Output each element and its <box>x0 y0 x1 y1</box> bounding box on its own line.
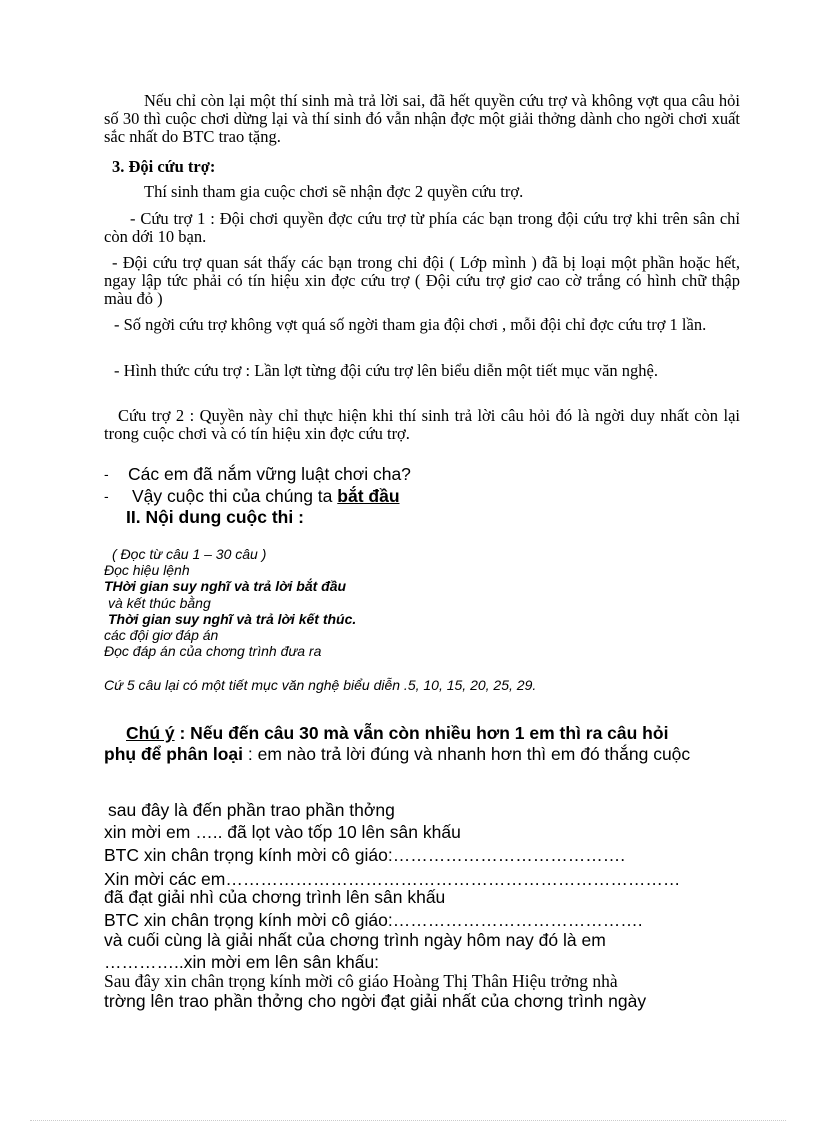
instruction-raise-answer: các đội giơ đáp án <box>104 627 219 643</box>
bullet-question: Các em đã nắm vững luật chơi cha? <box>128 464 411 484</box>
closing-line-1: Sau đây xin chân trọng kính mời cô giáo Hoàng Thị Thân Hiệu trởng nhà <box>104 971 618 991</box>
award-invite-students: Xin mời các em…………………………………………………………………… <box>104 869 681 889</box>
section3-intro: Thí sinh tham gia cuộc chơi sẽ nhận đợc 2 quyền cứu trợ. <box>144 182 524 201</box>
bullet-start-prefix: Vậy cuộc thi của chúng ta <box>132 486 338 506</box>
instruction-range: ( Đọc từ câu 1 – 30 câu ) <box>112 546 267 562</box>
note-label: Chú ý <box>126 723 175 743</box>
section3-title: 3. Đội cứu trợ: <box>112 157 216 176</box>
award-second-prize: đã đạt giải nhì của chơng trình lên sân khấu <box>104 887 446 907</box>
instruction-time-start: THời gian suy nghĩ và trả lời bắt đầu <box>104 578 347 594</box>
bullet-start <box>132 486 400 506</box>
note-bold-b: phụ để phân loại <box>104 744 244 764</box>
bullet-marker-2: - <box>104 488 109 504</box>
support-item-2: - Đội cứu trợ quan sát thấy các bạn trong chi đội ( Lớp mình ) đã bị loại một phần hoặc hết, ngay lập tức phải có tín hiệu xin đợc cứu trợ ( Đội cứu trợ giơ cao cờ trắng có hình chữ thập màu đỏ ) <box>104 253 740 308</box>
award-invite-stage: …………..xin mời em lên sân khấu: <box>104 952 380 972</box>
award-teacher-2: BTC xin chân trọng kính mời cô giáo:……………………………………. <box>104 910 643 930</box>
bullet-start-emphasis: bắt đầu <box>337 486 400 506</box>
note-line-1 <box>126 723 668 743</box>
award-teacher-1: BTC xin chân trọng kính mời cô giáo:…………………………………. <box>104 845 626 865</box>
instruction-time-end: Thời gian suy nghĩ và trả lời kết thúc. <box>108 611 357 627</box>
instruction-read-answer: Đọc đáp án của chơng trình đưa ra <box>104 643 322 659</box>
note-bold-a: : Nếu đến câu 30 mà vẫn còn nhiều hơn 1 em thì ra câu hỏi <box>174 723 669 743</box>
award-top10: xin mời em ….. đã lọt vào tốp 10 lên sân khấu <box>104 822 461 842</box>
closing-line-2: trờng lên trao phần thởng cho ngời đạt giải nhất của chơng trình ngày <box>104 991 647 1011</box>
part2-title: II. Nội dung cuộc thi : <box>126 507 304 527</box>
support-item-1: - Cứu trợ 1 : Đội chơi quyền đợc cứu trợ từ phía các bạn trong đội cứu trợ khi trên sân chỉ còn dới 10 bạn. <box>104 209 740 246</box>
support-item-4: - Hình thức cứu trợ : Lần lợt từng đội cứu trợ lên biểu diễn một tiết mục văn nghệ. <box>114 361 659 380</box>
instruction-end-by: và kết thúc bằng <box>108 595 211 611</box>
support-item-3: - Số ngời cứu trợ không vợt quá số ngời tham gia đội chơi , mỗi đội chỉ đợc cứu trợ 1 lần. <box>114 315 707 334</box>
page-bottom-divider <box>30 1120 786 1121</box>
note-rest: : em nào trả lời đúng và nhanh hơn thì em đó thắng cuộc <box>243 744 691 764</box>
note-line-2 <box>104 744 690 764</box>
rule-end-paragraph: Nếu chỉ còn lại một thí sinh mà trả lời sai, đã hết quyền cứu trợ và không vợt qua câu hỏi số 30 thì cuộc chơi dừng lại và thí sinh đó vẫn nhận đợc một giải thởng dành cho ngời chơi xuất sắc nhất do BTC trao tặng. <box>104 91 740 146</box>
award-intro: sau đây là đến phần trao phần thởng <box>108 800 395 820</box>
award-first-prize: và cuối cùng là giải nhất của chơng trình ngày hôm nay đó là em <box>104 930 606 950</box>
support-item-5: Cứu trợ 2 : Quyền này chỉ thực hiện khi thí sinh trả lời câu hỏi đó là ngời duy nhất còn lại trong cuộc chơi và có tín hiệu xin đợc cứu trợ. <box>104 406 740 443</box>
instruction-signal: Đọc hiệu lệnh <box>104 562 190 578</box>
performance-note: Cứ 5 câu lại có một tiết mục văn nghệ biểu diễn .5, 10, 15, 20, 25, 29. <box>104 677 537 693</box>
bullet-marker-1: - <box>104 466 109 482</box>
